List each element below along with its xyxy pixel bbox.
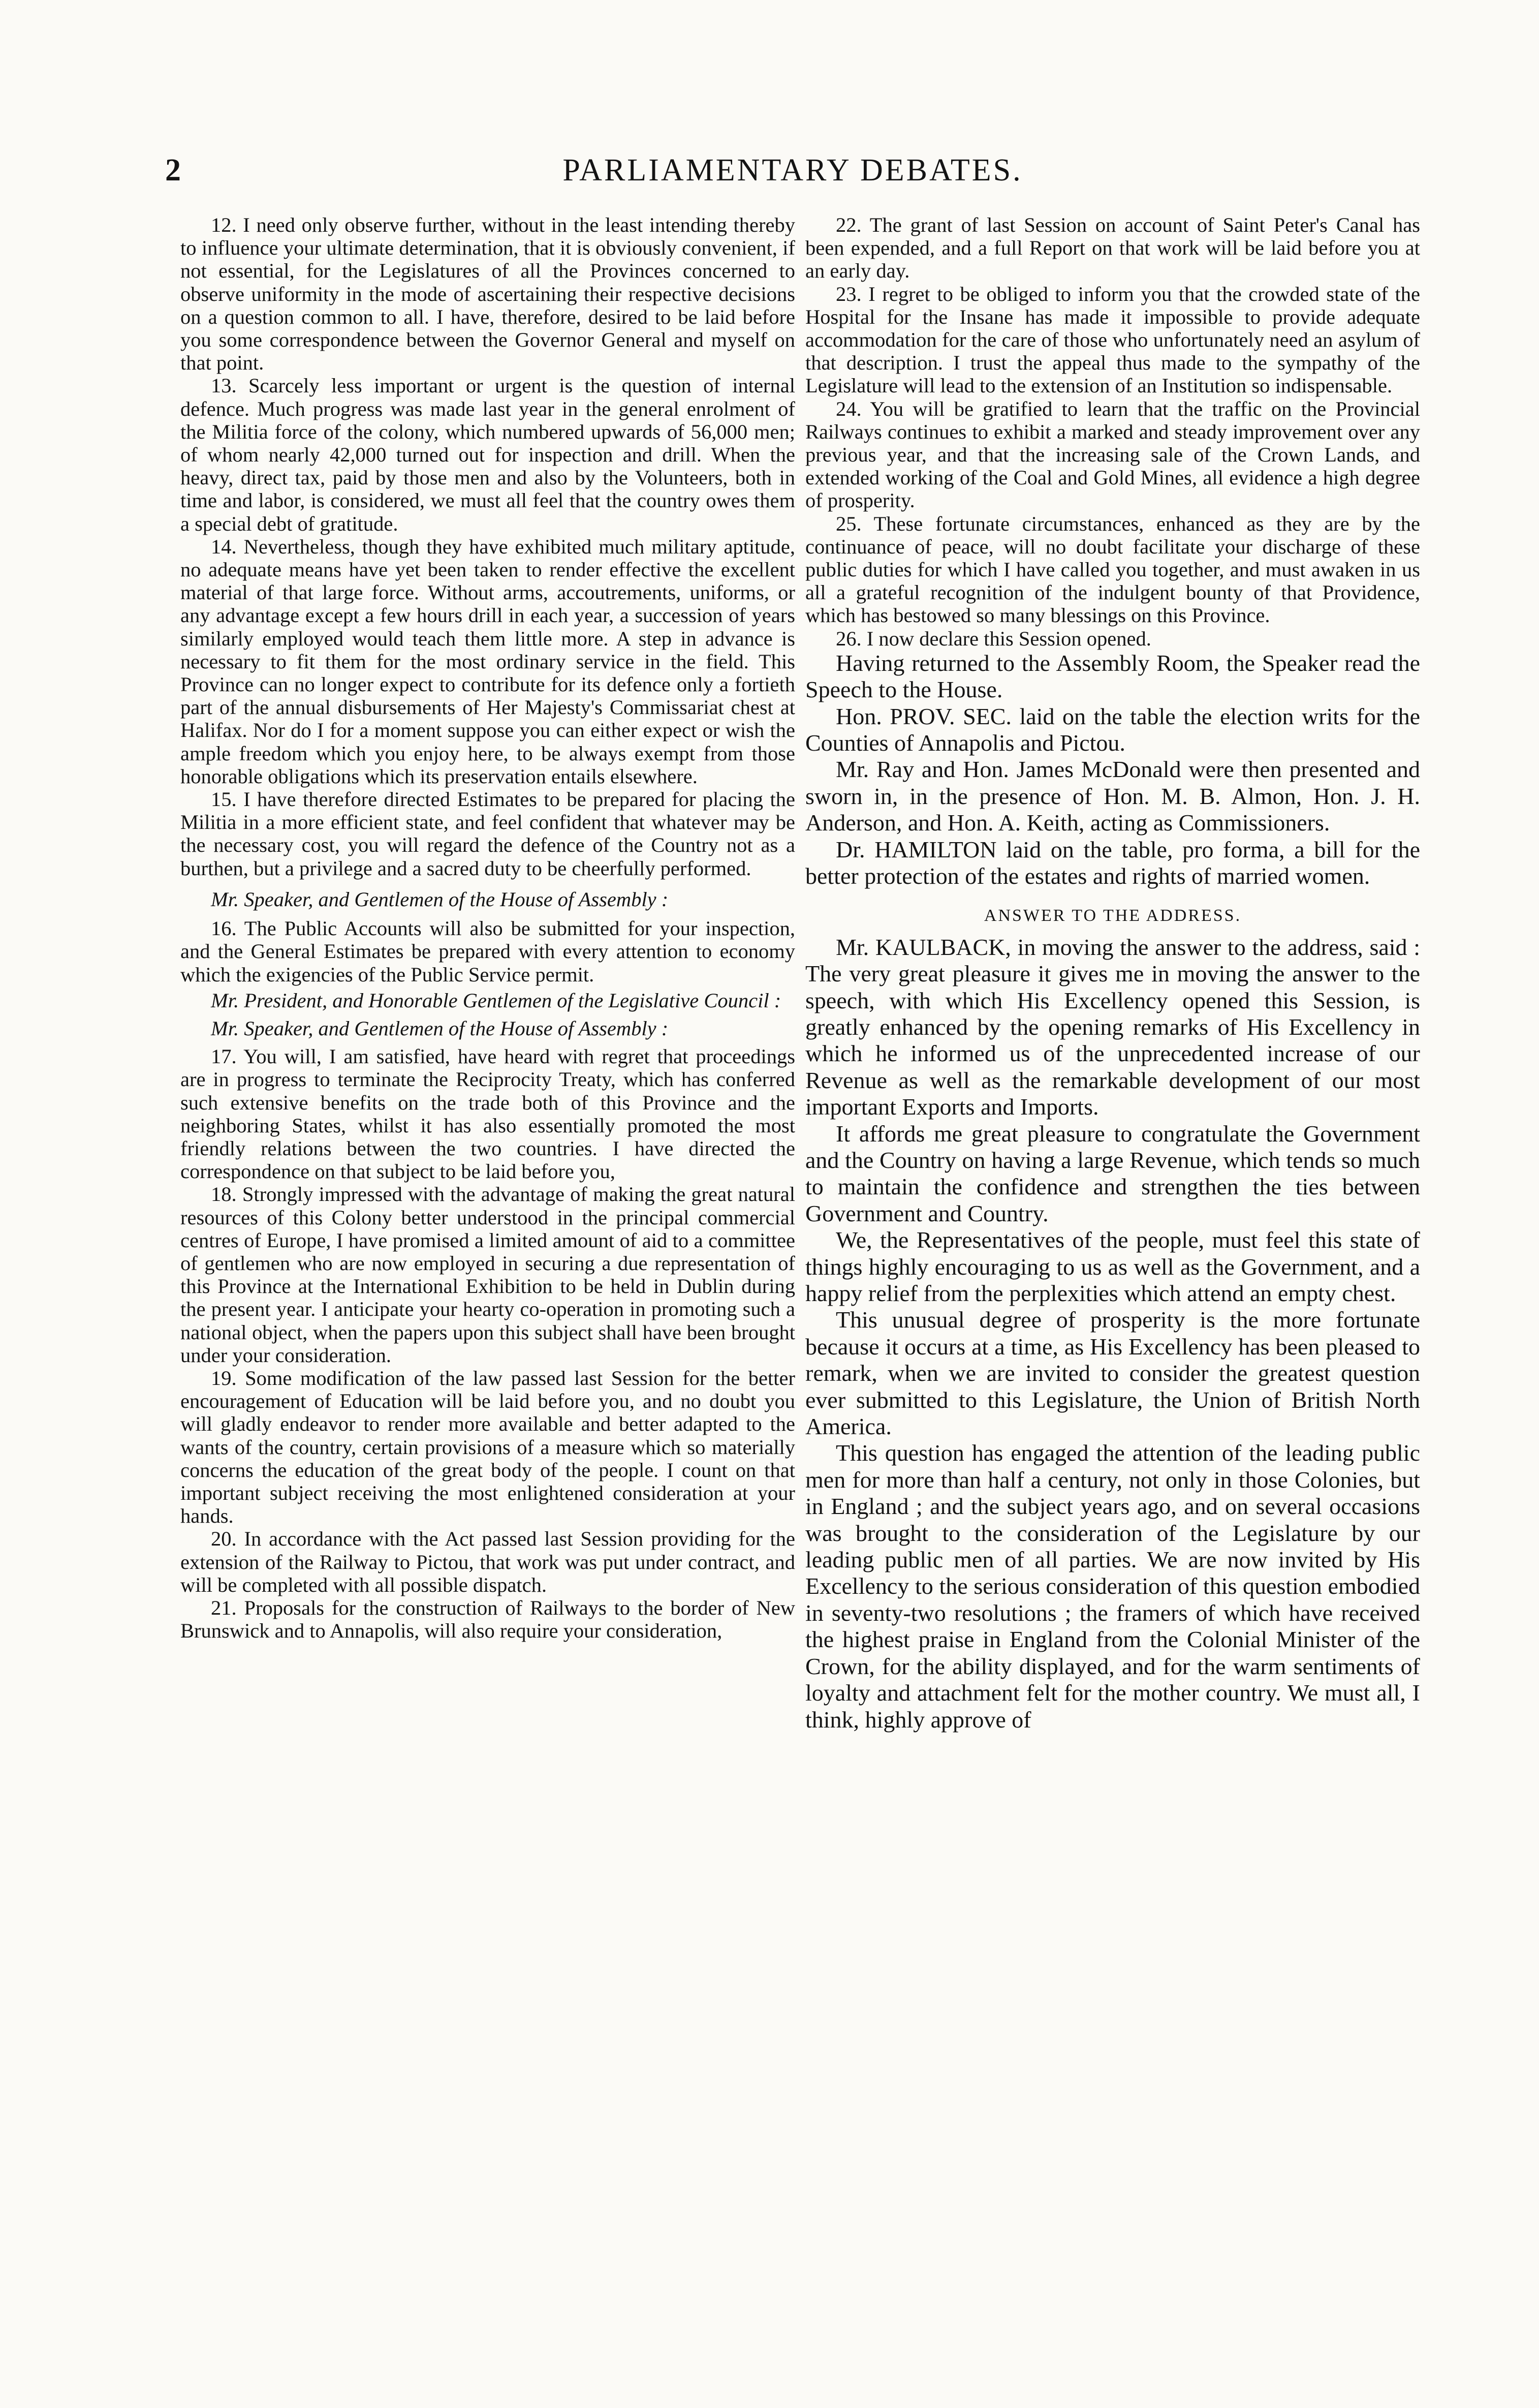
proceedings-paragraph: Hon. PROV. SEC. laid on the table the election writs for the Counties of Annapolis and Pictou.: [805, 703, 1420, 756]
speech-paragraph: 23. I regret to be obliged to inform you that the crowded state of the Hospital for the Insane has made it impossible to provide adequate accommodation for the care of those who unfortunately need an asylum of that description. I trust the appeal thus made to the sympathy of the Legislature will lead to the extension of an Institution so indispensable.: [805, 282, 1420, 397]
running-head: [165, 152, 1420, 198]
speech-paragraph: 24. You will be gratified to learn that the traffic on the Provincial Railways continues to exhibit a marked and steady improvement over any previous year, and that the increasing sale of the Crown Lands, and extended working of the Coal and Gold Mines, all evidence a high degree of prosperity.: [805, 397, 1420, 512]
address-line: Mr. President, and Honorable Gentlemen of the Legislative Council :: [211, 989, 781, 1012]
proceedings-paragraph: We, the Representatives of the people, must feel this state of things highly encouraging to us as well as the Government, and a happy relief from the perplexities which attend an empty chest.: [805, 1227, 1420, 1306]
speech-paragraph: 17. You will, I am satisfied, have heard with regret that proceedings are in progress to terminate the Reciprocity Treaty, which has conferred such extensive benefits on the trade both of this Province and the neighboring States, whilst it has also essentially promoted the most friendly relations between the two countries. I have directed the correspondence on that subject to be laid before you,: [180, 1045, 795, 1183]
proceedings-paragraph: It affords me great pleasure to congratulate the Government and the Country on having a large Revenue, which tends so much to maintain the confidence and strengthen the ties between Government and Country.: [805, 1120, 1420, 1226]
proceedings-paragraph: Mr. Ray and Hon. James McDonald were then presented and sworn in, in the presence of Hon. M. B. Almon, Hon. J. H. Anderson, and Hon. A. Keith, acting as Commissioners.: [805, 756, 1420, 836]
left-column: [180, 213, 795, 1642]
proceedings-paragraph: This question has engaged the attention of the leading public men for more than half a century, not only in those Colonies, but in England ; and the subject years ago, and on several occasions was brought to the consideration of the Legislature by our leading public men of all parties. We are now invited by His Excellency to the serious consideration of this question embodied in seventy-two resolutions ; the framers of which have received the highest praise in England from the Colonial Minister of the Crown, for the ability displayed, and for the warm sentiments of loyalty and attachment felt for the mother country. We must all, I think, highly approve of: [805, 1440, 1420, 1733]
speech-paragraph: 16. The Public Accounts will also be submitted for your inspection, and the General Estimates be prepared with every attention to economy which the exigencies of the Public Service permit.: [180, 917, 795, 986]
speech-paragraph: 14. Nevertheless, though they have exhibited much military aptitude, no adequate means have yet been taken to render effective the excellent material of that large force. Without arms, accoutrements, uniforms, or any advantage except a few hours drill in each year, a succession of years similarly employed would teach them little more. A step in advance is necessary to fit them for the most ordinary service in the field. This Province can no longer expect to contribute for its defence only a fortieth part of the annual disbursements of Her Majesty's Commissariat chest at Halifax. Nor do I for a moment suppose you can either expect or wish the ample freedom which you enjoy here, to be always exempt from those honorable obligations which its preservation entails elsewhere.: [180, 535, 795, 788]
proceedings-paragraph: This unusual degree of prosperity is the more fortunate because it occurs at a time, as His Excellency has been pleased to remark, when we are invited to consider the greatest question ever submitted to this Legislature, the Union of British North America.: [805, 1307, 1420, 1440]
right-column: [805, 213, 1420, 1733]
address-line: Mr. Speaker, and Gentlemen of the House of Assembly :: [211, 887, 669, 911]
section-heading: ANSWER TO THE ADDRESS.: [984, 906, 1242, 925]
proceedings-paragraph: Mr. KAULBACK, in moving the answer to the address, said : The very great pleasure it gives me in moving the answer to the speech, with which His Excellency opened this Session, is greatly enhanced by the opening remarks of His Excellency in which he informed us of the unprecedented increase of our Revenue as well as the remarkable development of our most important Exports and Imports.: [805, 934, 1420, 1120]
speech-paragraph: 12. I need only observe further, without in the least intending thereby to influence your ultimate determination, that it is obviously convenient, if not essential, for the Legislatures of all the Provinces concerned to observe uniformity in the mode of ascertaining their respective decisions on a question common to all. I have, therefore, desired to be laid before you some correspondence between the Governor General and myself on that point.: [180, 213, 795, 375]
page-header-title: PARLIAMENTARY DEBATES.: [562, 153, 1023, 188]
speech-paragraph: 22. The grant of last Session on account of Saint Peter's Canal has been expended, and a full Report on that work will be laid before you at an early day.: [805, 213, 1420, 283]
speech-paragraph: 25. These fortunate circumstances, enhanced as they are by the continuance of peace, will no doubt facilitate your discharge of these public duties for which I have called you together, and must awaken in us all a grateful recognition of the indulgent bounty of that Providence, which has bestowed so many blessings on this Province.: [805, 512, 1420, 627]
speech-paragraph: 19. Some modification of the law passed last Session for the better encouragement of Education will be laid before you, and no doubt you will gladly endeavor to render more available and better adapted to the wants of the country, certain provisions of a measure which so materially concerns the education of the great body of the people. I count on that important subject receiving the most enlightened consideration at your hands.: [180, 1366, 795, 1528]
proceedings-paragraph: Dr. HAMILTON laid on the table, pro forma, a bill for the better protection of the estates and rights of married women.: [805, 836, 1420, 889]
speech-paragraph: 26. I now declare this Session opened.: [836, 627, 1151, 650]
speech-paragraph: 18. Strongly impressed with the advantage of making the great natural resources of this Colony better understood in the principal commercial centres of Europe, I have promised a limited amount of aid to a committee of gentlemen who are now employed in securing a due representation of this Province at the International Exhibition to be held in Dublin during the present year. I anticipate your hearty co-operation in promoting such a national object, when the papers upon this subject shall have been brought under your consideration.: [180, 1183, 795, 1367]
speech-paragraph: 13. Scarcely less important or urgent is the question of internal defence. Much progress was made last year in the general enrolment of the Militia force of the colony, which numbered upwards of 56,000 men; of whom nearly 42,000 turned out for inspection and drill. When the heavy, direct tax, paid by those men and also by the Volunteers, both in time and labor, is considered, we must all feel that the country owes them a special debt of gratitude.: [180, 374, 795, 535]
speech-paragraph: 15. I have therefore directed Estimates to be prepared for placing the Militia in a more efficient state, and feel confident that whatever may be the necessary cost, you will regard the defence of the Country not as a burthen, but a privilege and a sacred duty to be cheerfully performed.: [180, 788, 795, 880]
proceedings-paragraph: Having returned to the Assembly Room, the Speaker read the Speech to the House.: [805, 650, 1420, 703]
speech-paragraph: 20. In accordance with the Act passed last Session providing for the extension of the Railway to Pictou, that work was put under contract, and will be completed with all possible dispatch.: [180, 1527, 795, 1596]
speech-paragraph: 21. Proposals for the construction of Railways to the border of New Brunswick and to Annapolis, will also require your consideration,: [180, 1596, 795, 1643]
address-line: Mr. Speaker, and Gentlemen of the House of Assembly :: [211, 1016, 669, 1040]
page-number: 2: [165, 153, 181, 188]
